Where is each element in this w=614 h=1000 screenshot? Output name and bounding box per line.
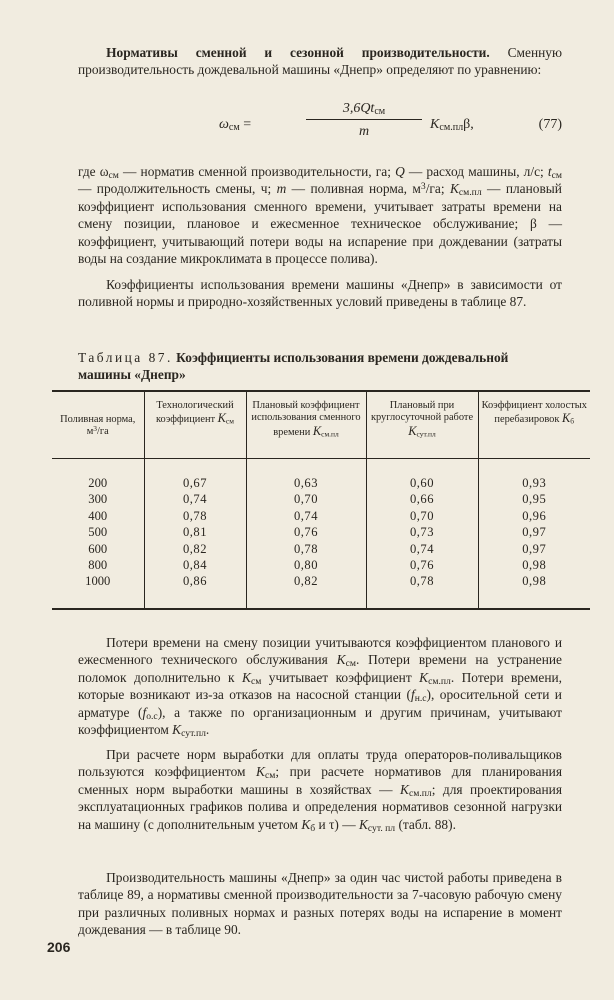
formula-denominator: m [358,124,370,139]
page-number: 206 [47,939,71,955]
table-row: 300 0,74 0,70 0,66 0,95 [52,491,590,507]
table-row: 400 0,78 0,74 0,70 0,96 [52,508,590,524]
section-heading: Нормативы сменной и сезонной производительности. [106,45,490,60]
coefficients-table [52,390,590,610]
table-caption [78,349,562,384]
intro-text: Сменную производительность дождевальной машины «Днепр» определяют по уравнению: [78,45,562,78]
table-header-row [52,391,590,459]
header-technological-coefficient: Технологический коэффициент $K_{см}$ [144,391,246,459]
formula-rhs: $K_{см.пл}\beta$, [430,117,474,134]
table-row: 800 0,84 0,80 0,76 0,98 [52,557,590,573]
table-row: 500 0,81 0,76 0,73 0,97 [52,524,590,540]
header-idle-relocation-coefficient: Коэффициент холостых перебазировок $K_б$ [478,391,590,459]
time-losses-paragraph: Потери времени на смену позиции учитываются коэффициентом планового и ежесменного технического обслуживания $K_{см}$. Потери времени на устранение поломок дополнительно к $K_{см}$ учитывает коэффициент $K_{см.пл}$. Потери времени, которые возникают из-за отказов на насосной станции $(f_{н.с})$, оросительной сети и арматуре $(f_{о.с})$, а также по организационным и другим причинам, учитывают коэффициентом $K_{сут.пл}$. [78,635,563,740]
table-87 [52,390,590,610]
formula-77 [78,101,562,153]
productivity-paragraph: Производительность машины «Днепр» за один час чистой работы приведена в таблице 89, а нормативы сменной производительности за 7-часовую рабочую смену при различных поливных нормах и разных потерях воды на испарение в момент дождевания — в таблице 90. [78,870,562,938]
table-label: Таблица 87. [78,350,173,365]
header-planned-shift-coefficient: Плановый коэффициент использования сменного времени $K_{см.пл}$ [246,391,366,459]
table-row: 1000 0,86 0,82 0,78 0,98 [52,573,590,608]
header-irrigation-norm: Поливная норма, $м^3/га$ [52,391,144,459]
header-planned-24h-coefficient: Плановый при круглосуточной работе $K_{сут.пл}$ [366,391,478,459]
intro-paragraph [78,44,562,79]
coefficients-paragraph: Коэффициенты использования времени машины «Днепр» в зависимости от поливной нормы и природно-хозяйственных условий приведены в таблице 87. [78,277,562,310]
table-row: 600 0,82 0,78 0,74 0,97 [52,541,590,557]
formula-lhs: $\omega_{см}$ = [219,117,252,134]
equation-number: (77) [538,117,562,132]
table-row: 200 0,67 0,63 0,60 0,93 [52,459,590,492]
formula-fraction [306,101,422,140]
table-title: Коэффициенты использования времени дождевальной машины «Днепр» [78,350,509,383]
formula-numerator: $3,6Qt_{см}$ [306,101,422,120]
definitions-paragraph: где $\omega_{см}$ — норматив сменной производительности, га; Q — расход машины, л/с; $t_{см}$ — продолжительность смены, ч; m — поливная норма, $м^3/га$; $K_{см.пл}$ — плановый коэффициент использования сменного времени, учитывает затраты времени на смену позиции, плановое и ежесменное техническое обслуживание; β — коэффициент, учитывающий потери воды на испарение при дождевании (затраты воды на создание микроклимата в процессе полива). [78,164,562,267]
output-norms-paragraph: При расчете норм выработки для оплаты труда операторов-поливальщиков пользуются коэффициентом $K_{см}$; при расчете нормативов для планирования сменных норм выработки машины в хозяйствах — $K_{см.пл}$; для проектирования эксплуатационных графиков полива и определения нормативов сезонной нагрузки на машину (с дополнительным учетом $K_б$ и τ) — $K_{сут. пл}$ (табл. 88). [78,747,562,834]
